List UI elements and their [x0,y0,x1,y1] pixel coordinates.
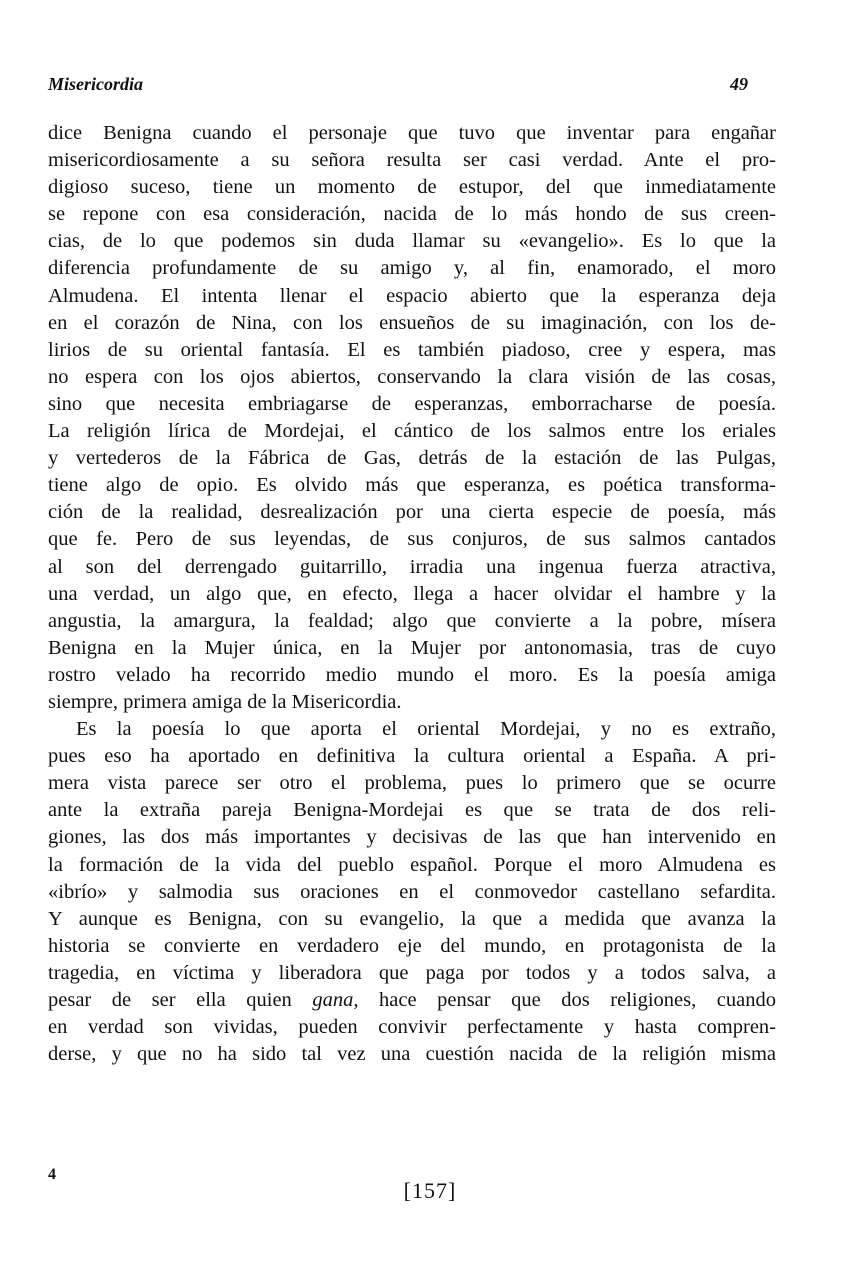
text-line: diferencia profundamente de su amigo y, al fin, enamorado, el moro [48,257,776,280]
text-line: tiene algo de opio. Es olvido más que esperanza, es poética transforma- [48,474,776,497]
text-line: y vertederos de la Fábrica de Gas, detrás de la estación de las Pulgas, [48,447,776,470]
text-line: dice Benigna cuando el personaje que tuvo que inventar para engañar [48,122,776,144]
folio-number: [157] [403,1178,457,1203]
emphasis-word: gana, [312,989,359,1011]
text-line: en el corazón de Nina, con los ensueños de su imaginación, con los de- [48,311,776,334]
text-line: Y aunque es Benigna, con su evangelio, la que a medida que avanza la [48,907,776,930]
text-line: «ibrío» y salmodia sus oraciones en el conmovedor castellano sefardita. [48,880,776,903]
text-line: angustia, la amargura, la fealdad; algo que convierte a la pobre, mísera [48,609,776,632]
line-segment: pesar de ser ella quien [48,989,292,1011]
text-line: una verdad, un algo que, en efecto, llega a hacer olvidar el hambre y la [48,582,776,605]
line-segment: hace pensar que dos religiones, cuando [379,989,777,1011]
text-line: siempre, primera amiga de la Misericordia. [48,690,402,713]
text-line: al son del derrengado guitarrillo, irradia una ingenua fuerza atractiva, [48,555,776,578]
text-line: tragedia, en víctima y liberadora que paga por todos y a todos salva, a [48,961,776,984]
text-line: Benigna en la Mujer única, en la Mujer por antonomasia, tras de cuyo [48,636,776,659]
text-line: historia se convierte en verdadero eje del mundo, en protagonista de la [48,934,776,957]
text-line: mera vista parece ser otro el problema, pues lo primero que se ocurre [48,772,776,795]
text-line: que fe. Pero de sus leyendas, de sus conjuros, de sus salmos cantados [48,528,776,551]
text-line [48,987,776,1014]
text-line: ción de la realidad, desrealización por una cierta especie de poesía, más [48,501,776,524]
body-text [48,120,776,1068]
text-line: La religión lírica de Mordejai, el cántico de los salmos entre los eriales [48,420,776,443]
text-line: ante la extraña pareja Benigna-Mordejai es que se trata de dos reli- [48,799,776,822]
text-line: misericordiosamente a su señora resulta ser casi verdad. Ante el pro- [48,149,776,172]
text-line: derse, y que no ha sido tal vez una cuestión nacida de la religión misma [48,1043,776,1066]
text-line: lirios de su oriental fantasía. El es también piadoso, cree y espera, mas [48,338,776,361]
text-line: Almudena. El intenta llenar el espacio abierto que la esperanza deja [48,284,776,307]
text-line: cias, de lo que podemos sin duda llamar su «evangelio». Es lo que la [48,230,776,253]
page-number: 49 [730,74,748,94]
text-line: la formación de la vida del pueblo español. Porque el moro Almudena es [48,853,776,876]
running-header [48,74,748,104]
text-line: digioso suceso, tiene un momento de estupor, del que inmediatamente [48,176,776,199]
text-line: Es la poesía lo que aporta el oriental Mordejai, y no es extraño, [76,718,776,741]
text-line: giones, las dos más importantes y decisivas de las que han intervenido en [48,826,776,849]
text-line: en verdad son vividas, pueden convivir perfectamente y hasta compren- [48,1016,776,1039]
signature-mark: 4 [48,1166,56,1183]
text-line: no espera con los ojos abiertos, conservando la clara visión de las cosas, [48,365,776,388]
text-line: rostro velado ha recorrido medio mundo el moro. Es la poesía amiga [48,663,776,686]
text-line: se repone con esa consideración, nacida de lo más hondo de sus creen- [48,203,776,226]
text-line: sino que necesita embriagarse de esperanzas, emborracharse de poesía. [48,392,776,415]
running-title: Misericordia [48,74,144,94]
text-line: pues eso ha aportado en definitiva la cultura oriental a España. A pri- [48,745,776,768]
